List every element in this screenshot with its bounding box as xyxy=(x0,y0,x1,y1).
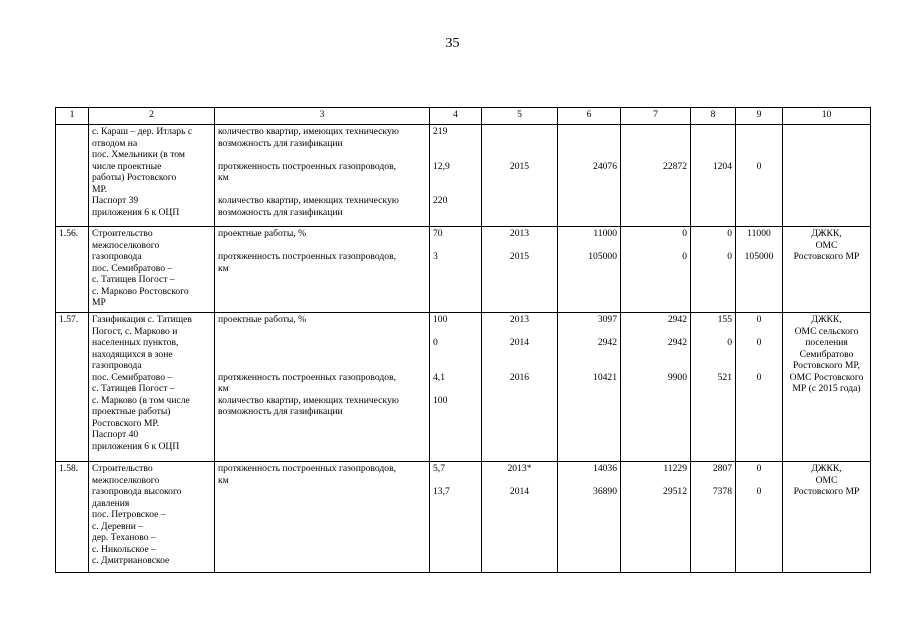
header-row xyxy=(56,108,871,125)
year-cell: 2013 2014 2016 xyxy=(482,313,558,462)
year-cell: 2013 2015 xyxy=(482,227,558,313)
table-row xyxy=(56,462,871,573)
year-cell: 2013* 2014 xyxy=(482,462,558,573)
item-number: 1.56. xyxy=(56,227,89,313)
col6-cell: 3097 2942 10421 xyxy=(558,313,621,462)
col7-cell: 22872 xyxy=(621,125,691,227)
item-name: Строительство межпоселкового газопровода пос. Семибратово – с. Татищев Погост – с. Марково Ростовского МР xyxy=(89,227,215,313)
col9-cell: 0 xyxy=(736,125,783,227)
header-cell: 8 xyxy=(691,108,736,125)
header-cell: 6 xyxy=(558,108,621,125)
item-number: 1.57. xyxy=(56,313,89,462)
col8-cell: 0 0 xyxy=(691,227,736,313)
item-name: с. Караш – дер. Итларь с отводом на пос. Хмельники (в том числе проектные работы) Ростовского МР. Паспорт 39 приложения 6 к ОЦП xyxy=(89,125,215,227)
item-name: Газификация с. Татищев Погост, с. Марково и населенных пунктов, находящихся в зоне газопровода пос. Семибратово – с. Татищев Погост – с. Марково (в том числе проектные работы) Ростовского МР. Паспорт 40 приложения 6 к ОЦП xyxy=(89,313,215,462)
header-cell: 7 xyxy=(621,108,691,125)
col9-cell: 0 0 xyxy=(736,462,783,573)
col8-cell: 155 0 521 xyxy=(691,313,736,462)
header-cell: 10 xyxy=(783,108,871,125)
item-name: Строительство межпоселкового газопровода высокого давления пос. Петровское – с. Деревни – дер. Теханово – с. Никольское – с. Дмитриановское xyxy=(89,462,215,573)
col6-cell: 24076 xyxy=(558,125,621,227)
col8-cell: 1204 xyxy=(691,125,736,227)
col7-cell: 0 0 xyxy=(621,227,691,313)
executor-cell: ДЖКК, ОМС сельского поселения Семибратово Ростовского МР, ОМС Ростовского МР (с 2015 года) xyxy=(783,313,871,462)
executor-cell: ДЖКК, ОМС Ростовского МР xyxy=(783,462,871,573)
program-table xyxy=(55,107,871,573)
header-cell: 2 xyxy=(89,108,215,125)
value-cell: 5,7 13,7 xyxy=(430,462,482,573)
table-row xyxy=(56,227,871,313)
header-cell: 9 xyxy=(736,108,783,125)
page-number: 35 xyxy=(445,36,460,51)
value-cell: 100 0 4,1 100 xyxy=(430,313,482,462)
item-number xyxy=(56,125,89,227)
header-cell: 1 xyxy=(56,108,89,125)
indicator-cell: проектные работы, % протяженность построенных газопроводов, км количество квартир, имеющих техническую возможность для газификации xyxy=(215,313,430,462)
value-cell: 70 3 xyxy=(430,227,482,313)
executor-cell xyxy=(783,125,871,227)
header-cell: 4 xyxy=(430,108,482,125)
value-cell: 219 12,9 220 xyxy=(430,125,482,227)
col6-cell: 14036 36890 xyxy=(558,462,621,573)
col9-cell: 11000 105000 xyxy=(736,227,783,313)
indicator-cell: количество квартир, имеющих техническую возможность для газификации протяженность построенных газопроводов, км количество квартир, имеющих техническую возможность для газификации xyxy=(215,125,430,227)
table-row xyxy=(56,125,871,227)
indicator-cell: проектные работы, % протяженность построенных газопроводов, км xyxy=(215,227,430,313)
col7-cell: 2942 2942 9900 xyxy=(621,313,691,462)
col9-cell: 0 0 0 xyxy=(736,313,783,462)
executor-cell: ДЖКК, ОМС Ростовского МР xyxy=(783,227,871,313)
indicator-cell: протяженность построенных газопроводов, км xyxy=(215,462,430,573)
col7-cell: 11229 29512 xyxy=(621,462,691,573)
table-row xyxy=(56,313,871,462)
header-cell: 3 xyxy=(215,108,430,125)
item-number: 1.58. xyxy=(56,462,89,573)
year-cell: 2015 xyxy=(482,125,558,227)
col8-cell: 2807 7378 xyxy=(691,462,736,573)
col6-cell: 11000 105000 xyxy=(558,227,621,313)
header-cell: 5 xyxy=(482,108,558,125)
